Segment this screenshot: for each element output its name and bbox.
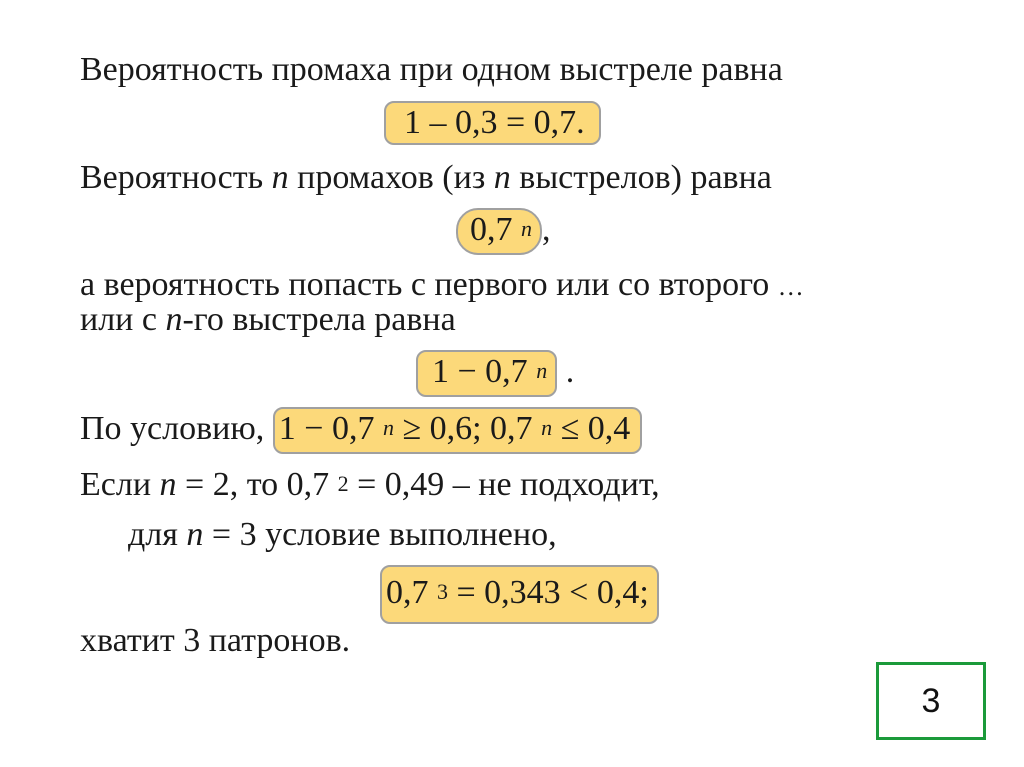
text-segment: для [128,516,187,553]
equation-base: 0,7 [470,211,521,248]
equation-part: 1 − 0,7 [278,410,383,447]
equation-part: = 0,343 < 0,4; [448,574,649,611]
exponent-n: n [521,216,532,241]
highlight-box: 1 – 0,3 = 0,7. [384,101,601,145]
text-line-6 [80,465,660,508]
text-line-8: хватит 3 патронов. [80,622,351,659]
equation-base: 0,7 [386,574,437,611]
text-segment: выстрелов) равна [510,159,772,196]
exponent-n: n [541,415,553,440]
exponent: 3 [437,579,448,604]
variable-n: n [159,466,177,503]
equation-hit-probability [416,350,574,397]
text-line-5 [80,407,642,454]
text-segment: Вероятность [80,159,272,196]
text-segment: промахов (из [288,159,494,196]
answer-value: 3 [921,681,941,720]
text-segment: По условию, [80,410,273,447]
variable-n: n [493,159,511,196]
equation-comma: , [542,211,551,248]
text-line-1: Вероятность промаха при одном выстреле равна [80,51,783,88]
equation-n-equals-3 [380,565,659,624]
text-segment: = 3 условие выполнено, [203,516,557,553]
highlight-box [456,208,542,255]
highlight-box [380,565,659,624]
answer-box [876,662,986,740]
equation-miss-probability [384,101,601,145]
text-segment: Если [80,466,160,503]
exponent: 2 [337,471,349,496]
text-segment: -го выстрела равна [182,301,456,338]
text-segment: = 0,49 – не подходит, [348,466,660,503]
exponent-n: n [536,358,548,383]
highlight-box [273,407,642,454]
text-line-2 [80,158,772,198]
equation-base: 1 − 0,7 [432,353,537,390]
text-segment: = 2, то 0,7 [176,466,338,503]
text-segment: а вероятность попасть с первого или со второго [80,266,778,303]
variable-n: n [186,516,204,553]
equation-n-misses [456,208,551,255]
equation-period: . [557,353,575,390]
variable-n: n [165,301,183,338]
variable-n: n [271,159,289,196]
exponent-n: n [382,415,394,440]
text-segment: или с [80,301,166,338]
equation-part: ≤ 0,4 [552,410,631,447]
text-line-7 [128,515,557,555]
highlight-box [416,350,557,397]
equation-part: ≥ 0,6; 0,7 [393,410,542,447]
text-line-4 [80,300,456,340]
ellipsis: … [777,272,804,301]
